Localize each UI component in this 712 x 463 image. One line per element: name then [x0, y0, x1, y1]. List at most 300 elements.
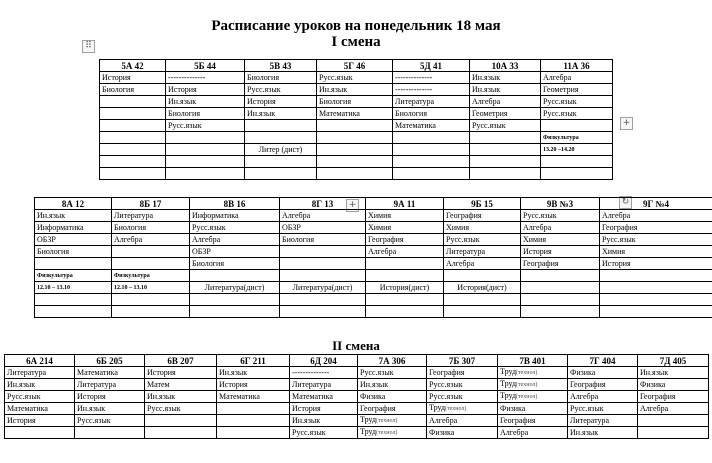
lesson-cell: [393, 168, 470, 180]
table-row: [5, 427, 709, 439]
lesson-cell: [393, 108, 470, 120]
lesson-cell: [541, 120, 613, 132]
lesson-text: Русс.язык: [7, 391, 41, 401]
class-header: 7Г 404: [568, 355, 638, 367]
lesson-cell: [100, 156, 166, 168]
lesson-cell: [290, 415, 358, 427]
lesson-cell: [498, 367, 568, 379]
lesson-cell: [541, 132, 613, 144]
lesson-cell: [217, 391, 290, 403]
table-row: [35, 270, 712, 282]
class-header: 10А 33: [470, 60, 541, 72]
lesson-cell: [638, 379, 709, 391]
lesson-cell: [317, 144, 393, 156]
lesson-cell: [190, 234, 280, 246]
lesson-cell: [470, 108, 541, 120]
lesson-cell: [366, 306, 444, 318]
class-header: 9А 11: [366, 198, 444, 210]
lesson-cell: [444, 222, 521, 234]
lesson-text: География: [368, 234, 404, 244]
class-header: 7В 401: [498, 355, 568, 367]
lesson-text: 12.10 – 13.10: [37, 284, 70, 291]
lesson-text: Химия: [523, 234, 547, 244]
lesson-cell: [166, 156, 245, 168]
lesson-text: Алгебра: [640, 403, 669, 413]
lesson-text: География: [500, 415, 536, 425]
lesson-text: История: [292, 403, 321, 413]
lesson-cell: [35, 294, 112, 306]
lesson-cell: [366, 258, 444, 270]
lesson-text: Математика: [292, 391, 333, 401]
lesson-text: Ин.язык: [219, 367, 248, 377]
lesson-cell: [470, 168, 541, 180]
lesson-text: Труд: [360, 415, 377, 424]
lesson-cell: [521, 270, 600, 282]
lesson-text: Русс.язык: [429, 379, 463, 389]
lesson-cell: [5, 367, 75, 379]
lesson-cell: [190, 258, 280, 270]
lesson-cell: [638, 427, 709, 439]
lesson-cell: [112, 270, 190, 282]
lesson-text: Русс.язык: [429, 391, 463, 401]
class-header: 11А 36: [541, 60, 613, 72]
lesson-cell: [100, 72, 166, 84]
lesson-cell: [470, 84, 541, 96]
lesson-cell: [541, 72, 613, 84]
lesson-text: ОБЗР: [192, 246, 211, 256]
lesson-cell: [217, 367, 290, 379]
top-strip: [0, 0, 712, 8]
lesson-cell: [112, 222, 190, 234]
lesson-cell: [444, 246, 521, 258]
lesson-cell: [366, 294, 444, 306]
lesson-cell: [541, 168, 613, 180]
lesson-text: География: [429, 367, 465, 377]
lesson-text: Русс.язык: [360, 367, 394, 377]
lesson-cell: [145, 427, 217, 439]
table-row: [5, 391, 709, 403]
lesson-text: География: [446, 210, 482, 220]
lesson-text: ОБЗР: [282, 222, 301, 232]
lesson-cell: [190, 306, 280, 318]
lesson-text: Русс.язык: [602, 234, 636, 244]
lesson-cell: [245, 108, 317, 120]
lesson-cell: [427, 403, 498, 415]
lesson-cell: [568, 367, 638, 379]
lesson-text: Алгебра: [282, 210, 311, 220]
lesson-cell: [541, 108, 613, 120]
lesson-text: Русс.язык: [292, 427, 326, 437]
lesson-text: Алгебра: [368, 246, 397, 256]
lesson-text: Литература: [446, 246, 486, 256]
class-header: 9Б 15: [444, 198, 521, 210]
lesson-text: Русс.язык: [446, 234, 480, 244]
lesson-cell: [358, 415, 427, 427]
lesson-cell: [145, 403, 217, 415]
lesson-text: Биология: [168, 108, 201, 118]
class-header: 7Д 405: [638, 355, 709, 367]
lesson-text: Русс.язык: [77, 415, 111, 425]
lesson-text: Алгебра: [446, 258, 475, 268]
lesson-text: Алгебра: [543, 72, 572, 82]
lesson-text: История: [147, 367, 176, 377]
lesson-cell: [75, 391, 145, 403]
lesson-cell: [280, 210, 366, 222]
page-title: Расписание уроков на понедельник 18 мая: [211, 18, 501, 34]
lesson-cell: [444, 270, 521, 282]
lesson-cell: [600, 270, 712, 282]
lesson-cell: [470, 132, 541, 144]
rotate-icon[interactable]: ↻: [619, 196, 632, 209]
lesson-cell: [280, 234, 366, 246]
shift-2-title: II смена: [332, 338, 380, 353]
class-header: 5Г 46: [317, 60, 393, 72]
lesson-text: Русс.язык: [543, 96, 577, 106]
lesson-cell: [145, 379, 217, 391]
lesson-cell: [521, 222, 600, 234]
lesson-cell: [427, 367, 498, 379]
class-header: 7А 306: [358, 355, 427, 367]
lesson-cell: [245, 132, 317, 144]
lesson-cell: [35, 222, 112, 234]
lesson-cell: [35, 234, 112, 246]
lesson-cell: [190, 246, 280, 258]
add-column-icon[interactable]: +: [620, 117, 633, 130]
class-header: 5Д 41: [393, 60, 470, 72]
lesson-cell: [190, 222, 280, 234]
lesson-text: --------------: [395, 84, 433, 94]
lesson-cell: [498, 391, 568, 403]
lesson-text: История(дист): [457, 282, 507, 292]
lesson-text: Алгебра: [114, 234, 143, 244]
lesson-cell: [280, 258, 366, 270]
lesson-cell: [166, 120, 245, 132]
lesson-cell: [217, 427, 290, 439]
lesson-text: Физика: [640, 379, 666, 389]
lesson-text: Ин.язык: [77, 403, 106, 413]
lesson-cell: [75, 415, 145, 427]
class-header: 5В 43: [245, 60, 317, 72]
lesson-cell: [393, 96, 470, 108]
lesson-text: Физкультура: [114, 272, 150, 279]
lesson-cell: [600, 234, 712, 246]
lesson-cell: [166, 72, 245, 84]
tech-note: (технол): [516, 382, 538, 388]
lesson-cell: [100, 168, 166, 180]
lesson-text: Ин.язык: [640, 367, 669, 377]
lesson-text: Алгебра: [429, 415, 458, 425]
lesson-text: Ин.язык: [292, 415, 321, 425]
lesson-text: Матем: [147, 379, 170, 389]
lesson-cell: [521, 306, 600, 318]
lesson-text: Ин.язык: [472, 72, 501, 82]
lesson-cell: [5, 427, 75, 439]
lesson-text: История: [523, 246, 552, 256]
lesson-cell: [75, 403, 145, 415]
lesson-text: Русс.язык: [247, 84, 281, 94]
lesson-cell: [317, 84, 393, 96]
lesson-text: География: [360, 403, 396, 413]
lesson-cell: [5, 403, 75, 415]
lesson-text: Биология: [282, 234, 315, 244]
lesson-cell: [541, 84, 613, 96]
lesson-cell: [75, 427, 145, 439]
lesson-cell: [470, 96, 541, 108]
table-row: [35, 210, 712, 222]
lesson-text: Математика: [219, 391, 260, 401]
lesson-cell: [638, 415, 709, 427]
lesson-cell: [166, 96, 245, 108]
lesson-cell: [35, 282, 112, 294]
lesson-text: История: [168, 84, 197, 94]
lesson-text: География: [570, 379, 606, 389]
lesson-text: Физика: [360, 391, 386, 401]
lesson-cell: [317, 156, 393, 168]
lesson-cell: [521, 258, 600, 270]
lesson-text: История: [602, 258, 631, 268]
lesson-text: Литература: [570, 415, 610, 425]
table-row: [35, 306, 712, 318]
lesson-cell: [280, 246, 366, 258]
lesson-text: Труд: [500, 379, 517, 388]
lesson-cell: [100, 132, 166, 144]
table-row: [100, 156, 613, 168]
lesson-text: --------------: [168, 72, 206, 82]
class-header: 9Г №4: [600, 198, 712, 210]
lesson-text: География: [640, 391, 676, 401]
lesson-text: Ин.язык: [319, 84, 348, 94]
lesson-cell: [217, 379, 290, 391]
lesson-cell: [600, 222, 712, 234]
lesson-text: Ин.язык: [37, 210, 66, 220]
lesson-cell: [470, 72, 541, 84]
lesson-text: Труд: [360, 427, 377, 436]
lesson-cell: [245, 120, 317, 132]
lesson-text: Ин.язык: [247, 108, 276, 118]
lesson-text: Физкультура: [37, 272, 73, 279]
lesson-cell: [444, 306, 521, 318]
lesson-cell: [217, 415, 290, 427]
lesson-text: История: [7, 415, 36, 425]
lesson-text: История: [102, 72, 131, 82]
lesson-cell: [638, 391, 709, 403]
lesson-cell: [190, 282, 280, 294]
lesson-cell: [290, 427, 358, 439]
lesson-text: Математика: [395, 120, 436, 130]
lesson-cell: [290, 391, 358, 403]
lesson-cell: [112, 294, 190, 306]
lesson-text: Ин.язык: [360, 379, 389, 389]
lesson-text: Литература: [7, 367, 47, 377]
lesson-text: Биология: [114, 222, 147, 232]
lesson-text: Биология: [192, 258, 225, 268]
lesson-text: Ин.язык: [147, 391, 176, 401]
lesson-text: Биология: [395, 108, 428, 118]
lesson-cell: [5, 415, 75, 427]
lesson-cell: [498, 379, 568, 391]
class-header: 7Б 307: [427, 355, 498, 367]
table-row: [5, 379, 709, 391]
lesson-text: Химия: [368, 222, 392, 232]
lesson-cell: [35, 306, 112, 318]
table-row: [35, 258, 712, 270]
lesson-cell: [217, 403, 290, 415]
tech-note: (технол): [376, 418, 398, 424]
lesson-cell: [498, 415, 568, 427]
lesson-cell: [366, 210, 444, 222]
lesson-cell: [521, 246, 600, 258]
lesson-cell: [35, 210, 112, 222]
lesson-text: Алгебра: [192, 234, 221, 244]
lesson-text: Труд: [429, 403, 446, 412]
lesson-text: ОБЗР: [37, 234, 56, 244]
lesson-text: Ин.язык: [570, 427, 599, 437]
lesson-cell: [600, 306, 712, 318]
lesson-text: Химия: [446, 222, 470, 232]
lesson-cell: [393, 132, 470, 144]
lesson-text: Литература(дист): [204, 282, 265, 292]
lesson-cell: [5, 379, 75, 391]
lesson-cell: [638, 403, 709, 415]
lesson-text: Геометрия: [472, 108, 508, 118]
table-row: [35, 282, 712, 294]
lesson-cell: [393, 84, 470, 96]
lesson-text: Биология: [37, 246, 70, 256]
lesson-cell: [112, 306, 190, 318]
lesson-cell: [358, 427, 427, 439]
lesson-text: Литература(дист): [292, 282, 353, 292]
lesson-cell: [638, 367, 709, 379]
lesson-text: Математика: [77, 367, 118, 377]
lesson-text: Химия: [602, 246, 626, 256]
lesson-cell: [600, 246, 712, 258]
lesson-cell: [145, 391, 217, 403]
table-row: [35, 234, 712, 246]
lesson-cell: [280, 222, 366, 234]
lesson-cell: [317, 72, 393, 84]
lesson-text: 12.10 – 13.10: [114, 284, 147, 291]
lesson-cell: [112, 246, 190, 258]
lesson-cell: [444, 234, 521, 246]
lesson-cell: [568, 391, 638, 403]
lesson-text: История: [219, 379, 248, 389]
lesson-cell: [541, 144, 613, 156]
table-row: [100, 168, 613, 180]
table-row: [35, 246, 712, 258]
class-header: 5Б 44: [166, 60, 245, 72]
lesson-cell: [166, 84, 245, 96]
lesson-cell: [190, 294, 280, 306]
lesson-cell: [498, 403, 568, 415]
lesson-text: Информатика: [192, 210, 239, 220]
lesson-cell: [317, 168, 393, 180]
table-row: [100, 132, 613, 144]
tech-note: (технол): [516, 370, 538, 376]
class-header: 8В 16: [190, 198, 280, 210]
class-header: 6Д 204: [290, 355, 358, 367]
lesson-cell: [166, 132, 245, 144]
lesson-cell: [393, 120, 470, 132]
lesson-cell: [166, 168, 245, 180]
lesson-cell: [190, 210, 280, 222]
lesson-cell: [112, 258, 190, 270]
lesson-cell: [100, 120, 166, 132]
lesson-text: Алгебра: [570, 391, 599, 401]
lesson-text: Русс.язык: [319, 72, 353, 82]
lesson-cell: [35, 246, 112, 258]
lesson-cell: [280, 306, 366, 318]
table-move-handle-icon[interactable]: ⠿: [82, 40, 95, 53]
lesson-text: Биология: [319, 96, 352, 106]
lesson-text: Литература: [77, 379, 117, 389]
lesson-cell: [393, 156, 470, 168]
lesson-cell: [427, 415, 498, 427]
shift-1-title: I смена: [331, 34, 381, 50]
lesson-cell: [521, 234, 600, 246]
schedule-table-shift2: [4, 354, 709, 439]
lesson-text: История(дист): [379, 282, 430, 292]
lesson-text: Химия: [368, 210, 392, 220]
lesson-text: Физика: [570, 367, 596, 377]
lesson-text: Русс.язык: [147, 403, 181, 413]
add-row-icon[interactable]: +: [346, 199, 359, 212]
lesson-text: Биология: [102, 84, 135, 94]
lesson-cell: [290, 403, 358, 415]
lesson-text: Алгебра: [472, 96, 501, 106]
lesson-cell: [366, 222, 444, 234]
lesson-cell: [470, 144, 541, 156]
lesson-cell: [393, 72, 470, 84]
class-header: 6В 207: [145, 355, 217, 367]
lesson-text: Ин.язык: [168, 96, 197, 106]
lesson-cell: [600, 210, 712, 222]
class-header: 8А 12: [35, 198, 112, 210]
class-header: 6Б 205: [75, 355, 145, 367]
lesson-text: Математика: [319, 108, 360, 118]
lesson-cell: [393, 144, 470, 156]
lesson-cell: [35, 270, 112, 282]
lesson-cell: [470, 120, 541, 132]
lesson-text: Геометрия: [543, 84, 579, 94]
lesson-text: Литература: [292, 379, 332, 389]
lesson-text: Ин.язык: [7, 379, 36, 389]
lesson-cell: [427, 391, 498, 403]
lesson-cell: [245, 96, 317, 108]
lesson-text: Математика: [7, 403, 48, 413]
lesson-text: 13.20 –14.20: [543, 146, 575, 153]
table-row: [35, 222, 712, 234]
table-row: [100, 120, 613, 132]
lesson-text: Алгебра: [602, 210, 631, 220]
lesson-cell: [470, 156, 541, 168]
lesson-text: Литература: [114, 210, 154, 220]
lesson-text: Русс.язык: [570, 403, 604, 413]
lesson-cell: [145, 415, 217, 427]
lesson-cell: [166, 144, 245, 156]
lesson-cell: [75, 379, 145, 391]
lesson-cell: [427, 379, 498, 391]
lesson-cell: [568, 379, 638, 391]
class-header: 9В №3: [521, 198, 600, 210]
lesson-text: Ин.язык: [472, 84, 501, 94]
lesson-cell: [358, 403, 427, 415]
lesson-cell: [112, 210, 190, 222]
lesson-cell: [541, 96, 613, 108]
lesson-cell: [444, 282, 521, 294]
lesson-cell: [245, 72, 317, 84]
table-row: [35, 294, 712, 306]
lesson-cell: [444, 258, 521, 270]
